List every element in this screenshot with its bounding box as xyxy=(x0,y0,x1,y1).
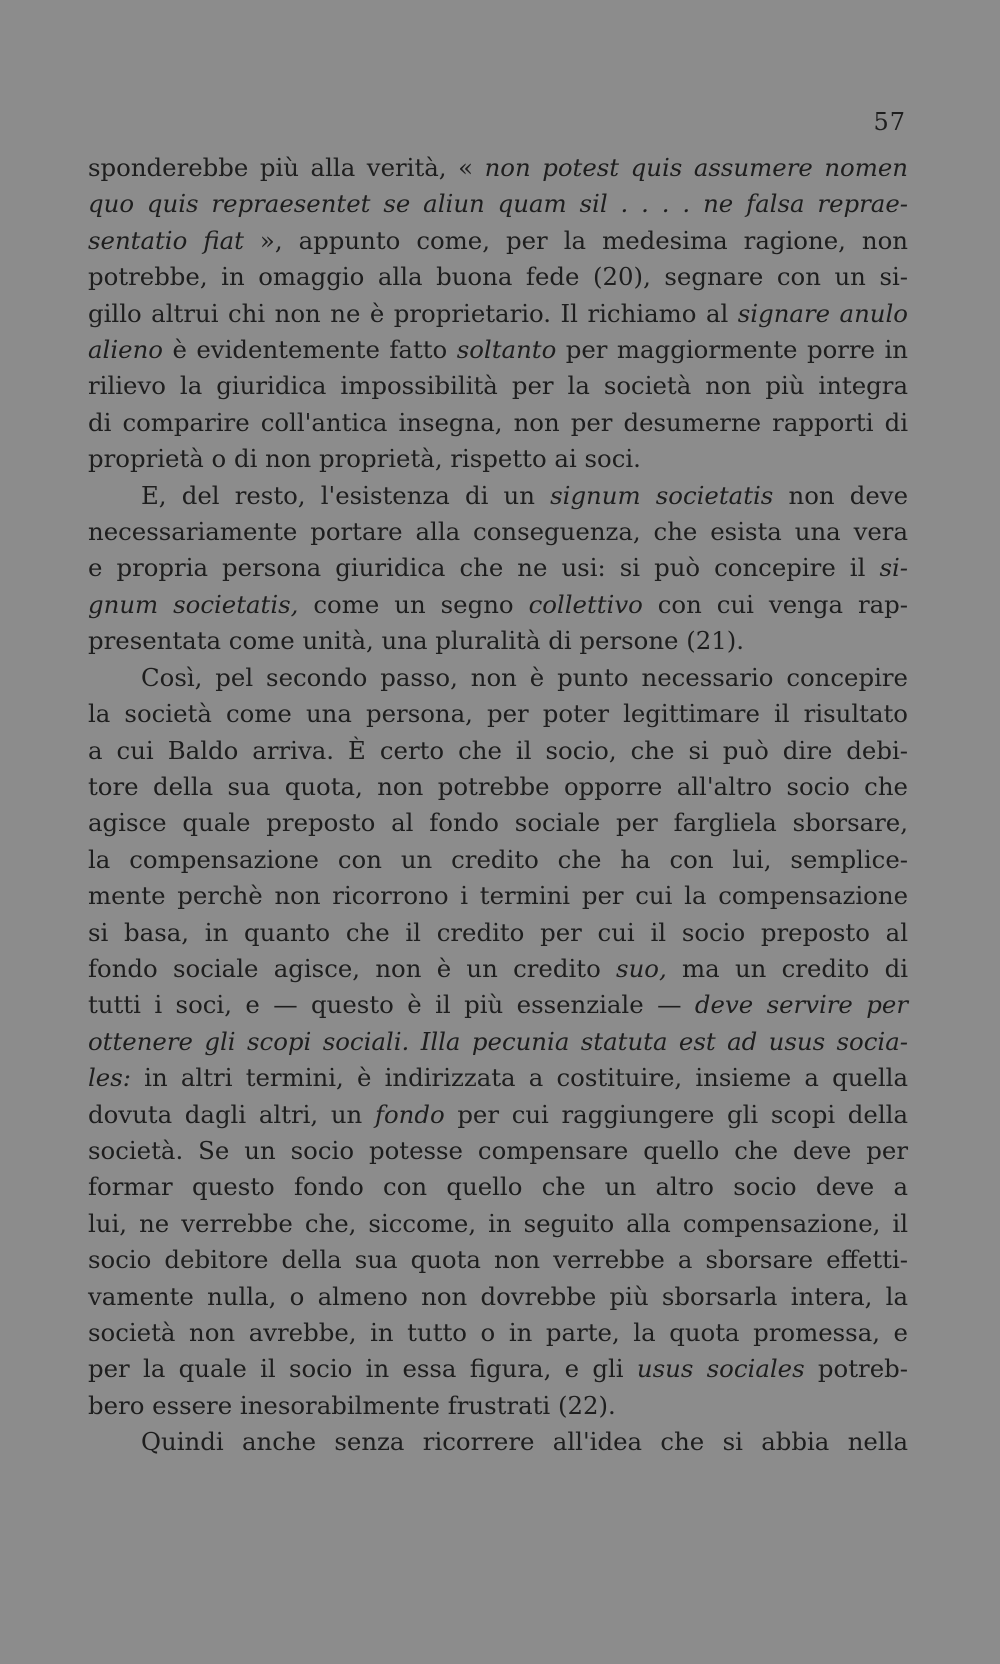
text-line: la compensazione con un credito che ha con lui, semplice- xyxy=(88,844,908,874)
text-line: per la quale il socio in essa figura, e gli usus sociales potreb- xyxy=(88,1354,908,1384)
text-line: quo quis repraesentet se aliun quam sil . . . . ne falsa reprae- xyxy=(88,189,908,219)
text-line: vamente nulla, o almeno non dovrebbe più sborsarla intera, la xyxy=(88,1281,908,1311)
text-line: agisce quale preposto al fondo sociale per fargliela sborsare, xyxy=(88,808,908,838)
text-line: bero essere inesorabilmente frustrati (22). xyxy=(88,1390,616,1420)
text-line: les: in altri termini, è indirizzata a costituire, insieme a quella xyxy=(88,1063,908,1093)
text-line: fondo sociale agisce, non è un credito suo, ma un credito di xyxy=(88,953,908,983)
text-line: presentata come unità, una pluralità di persone (21). xyxy=(88,626,745,656)
text-line: potrebbe, in omaggio alla buona fede (20), segnare con un si- xyxy=(88,262,908,292)
text-line: proprietà o di non proprietà, rispetto ai soci. xyxy=(88,444,641,474)
text-line: sentatio fiat », appunto come, per la medesima ragione, non xyxy=(88,225,908,255)
text-line: E, del resto, l'esistenza di un signum societatis non deve xyxy=(141,480,908,510)
text-line: formar questo fondo con quello che un altro socio deve a xyxy=(88,1172,908,1202)
text-line: gillo altrui chi non ne è proprietario. Il richiamo al signare anulo xyxy=(88,298,908,328)
page-body-text xyxy=(88,150,908,1461)
text-line: la società come una persona, per poter legittimare il risultato xyxy=(88,699,908,729)
text-line: a cui Baldo arriva. È certo che il socio, che si può dire debi- xyxy=(88,735,908,765)
text-line: di comparire coll'antica insegna, non per desumerne rapporti di xyxy=(88,407,908,437)
text-line: alieno è evidentemente fatto soltanto per maggiormente porre in xyxy=(88,335,908,365)
text-line: società. Se un socio potesse compensare quello che deve per xyxy=(88,1135,908,1165)
text-line: gnum societatis, come un segno collettivo con cui venga rap- xyxy=(88,589,908,619)
page-number: 57 xyxy=(873,108,906,136)
text-line: Così, pel secondo passo, non è punto necessario concepire xyxy=(141,662,908,692)
text-line: tutti i soci, e — questo è il più essenziale — deve servire per xyxy=(88,990,908,1020)
text-line: necessariamente portare alla conseguenza, che esista una vera xyxy=(88,517,908,547)
text-line: ottenere gli scopi sociali. Illa pecunia statuta est ad usus socia- xyxy=(88,1026,908,1056)
text-line: e propria persona giuridica che ne usi: si può concepire il si- xyxy=(88,553,908,583)
text-line: socio debitore della sua quota non verrebbe a sborsare effetti- xyxy=(88,1245,908,1275)
text-line: rilievo la giuridica impossibilità per la società non più integra xyxy=(88,371,908,401)
text-line: dovuta dagli altri, un fondo per cui raggiungere gli scopi della xyxy=(88,1099,908,1129)
text-line: lui, ne verrebbe che, siccome, in seguito alla compensazione, il xyxy=(88,1208,908,1238)
text-line: mente perchè non ricorrono i termini per cui la compensazione xyxy=(88,881,908,911)
text-line: società non avrebbe, in tutto o in parte, la quota promessa, e xyxy=(88,1318,908,1347)
text-line: sponderebbe più alla verità, « non potest quis assumere nomen xyxy=(88,153,908,182)
text-line: tore della sua quota, non potrebbe opporre all'altro socio che xyxy=(88,771,908,801)
text-line: Quindi anche senza ricorrere all'idea che si abbia nella xyxy=(141,1427,908,1457)
text-line: si basa, in quanto che il credito per cui il socio preposto al xyxy=(88,917,908,947)
